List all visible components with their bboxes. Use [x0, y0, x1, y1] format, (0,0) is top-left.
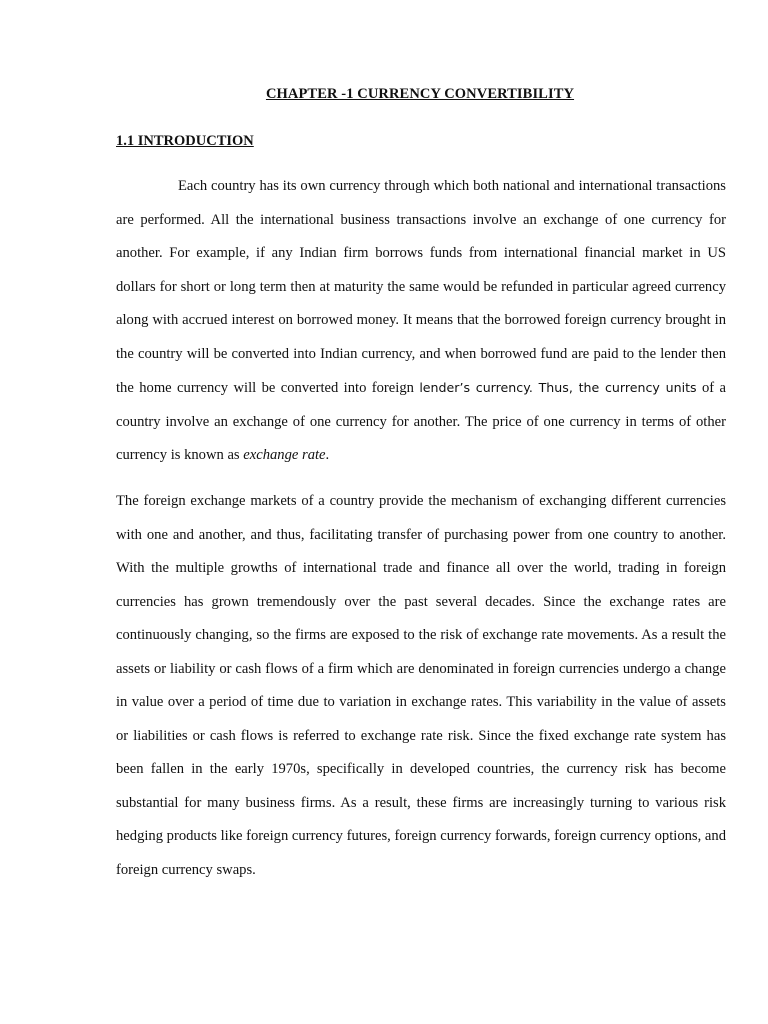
exchange-rate-term: exchange rate — [243, 447, 326, 463]
paragraph-1-text-middle: of a country involve an exchange of one currency for another. The price of one currency in terms of other currency is known as — [116, 380, 727, 463]
paragraph-1-sans-run: lender’s currency. Thus, the currency units — [419, 380, 697, 395]
chapter-title: CHAPTER -1 CURRENCY CONVERTIBILITY — [265, 86, 575, 102]
section-heading: 1.1 INTRODUCTION — [116, 133, 254, 149]
paragraph-2-text: The foreign exchange markets of a country provide the mechanism of exchanging different currencies with one and another, and thus, facilitating transfer of purchasing power from one country to another. With the multiple growths of international trade and finance all over the world, trading in foreign currencies has grown tremendously over the past several decades. Since the exchange rates are continuously changing, so the firms are exposed to the risk of exchange rate movements. As a result the assets or liability or cash flows of a firm which are denominated in foreign currencies undergo a change in value over a period of time due to variation in exchange rates. This variability in the value of assets or liabilities or cash flows is referred to exchange rate risk. Since the fixed exchange rate system has been fallen in the early 1970s, specifically in developed countries, the currency risk has become substantial for many business firms. As a result, these firms are increasingly turning to various risk hedging products like foreign currency futures, foreign currency forwards, foreign currency options, and foreign currency swaps. — [116, 493, 726, 878]
intro-paragraph-2 — [116, 485, 726, 887]
paragraph-1-text-start: Each country has its own currency through which both national and international transactions are performed. All the international business transactions involve an exchange of one currency for another. For example, if any Indian firm borrows funds from international financial market in US dollars for short or long term then at maturity the same would be refunded in particular agreed currency along with accrued interest on borrowed money. It means that the borrowed foreign currency brought in the country will be converted into Indian currency, and when borrowed fund are paid to the lender then the home currency will be converted into foreign — [116, 178, 726, 396]
paragraph-1-ending: . — [325, 447, 330, 463]
intro-paragraph-1 — [116, 170, 726, 473]
